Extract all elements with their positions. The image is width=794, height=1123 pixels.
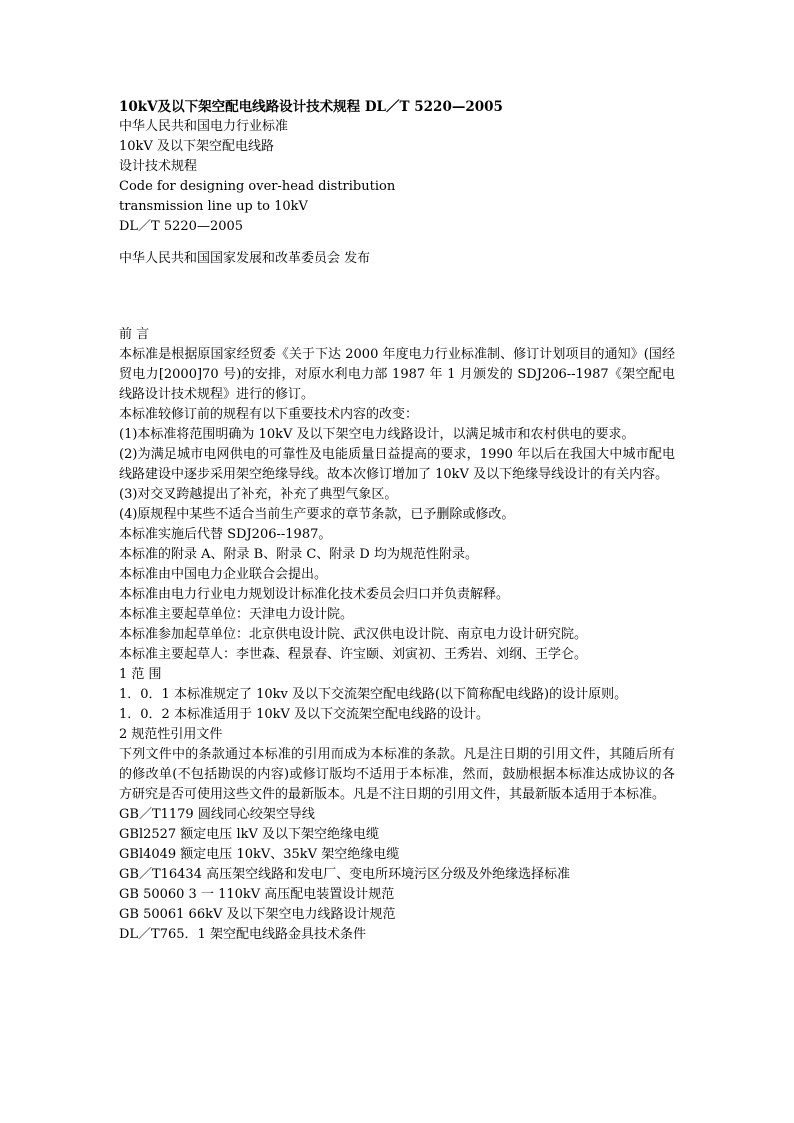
foreword-line: 本标准主要起草单位：天津电力设计院。: [119, 607, 354, 622]
foreword-line: 本标准主要起草人：李世森、程景春、许宝颐、刘寅初、王秀岩、刘纲、王学仑。: [119, 647, 588, 662]
reference-item: GB 50060 3 一 110kV 高压配电装置设计规范: [119, 887, 395, 902]
foreword-line: 本标准参加起草单位：北京供电设计院、武汉供电设计院、南京电力设计研究院。: [119, 627, 588, 642]
reference-item: DL／T765．1 架空配电线路金具技术条件: [119, 927, 366, 942]
header-line-english: transmission line up to 10kV: [119, 199, 308, 214]
foreword-paragraph: 本标准是根据原国家经贸委《关于下达 2000 年度电力行业标准制、修订计划项目的通知》(国经贸电力[2000]70 号)的安排，对原水利电力部 1987 年 1 月颁发的 SDJ206--1987《架空配电线路设计技术规程》进行的修订。: [119, 347, 675, 402]
document-page: [119, 97, 679, 945]
publisher: 中华人民共和国国家发展和改革委员会 发布: [119, 251, 371, 266]
foreword-paragraph: 本标准较修订前的规程有以下重要技术内容的改变：: [119, 407, 419, 422]
clause: 1．0．2 本标准适用于 10kV 及以下交流架空配电线路的设计。: [119, 707, 490, 722]
reference-item: GBl4049 额定电压 10kV、35kV 架空绝缘电缆: [119, 847, 400, 862]
foreword-line: 本标准由中国电力企业联合会提出。: [119, 567, 328, 582]
reference-item: GB／T1179 圆线同心绞架空导线: [119, 807, 315, 822]
document-title: 10kV及以下架空配电线路设计技术规程 DL／T 5220—2005: [119, 99, 503, 115]
foreword-title: 前 言: [119, 327, 150, 342]
section-paragraph: 下列文件中的条款通过本标准的引用而成为本标准的条款。凡是注日期的引用文件，其随后所有的修改单(不包括勘误的内容)或修订版均不适用于本标准，然而，鼓励根据本标准达成协议的各方研究是否可使用这些文件的最新版本。凡是不注日期的引用文件，其最新版本适用于本标准。: [119, 747, 675, 802]
change-item: (2)为满足城市电网供电的可靠性及电能质量日益提高的要求，1990 年以后在我国大中城市配电线路建设中逐步采用架空绝缘导线。故本次修订增加了 10kV 及以下绝缘导线设计的有关内容。: [119, 447, 675, 482]
clause: 1．0．1 本标准规定了 10kv 及以下交流架空配电线路(以下简称配电线路)的设计原则。: [119, 687, 628, 702]
foreword-line: 本标准的附录 A、附录 B、附录 C、附录 D 均为规范性附录。: [119, 547, 478, 562]
foreword-line: 本标准实施后代替 SDJ206--1987。: [119, 527, 332, 542]
change-item: (3)对交叉跨越提出了补充，补充了典型气象区。: [119, 487, 398, 502]
header-line: 中华人民共和国电力行业标准: [119, 119, 289, 134]
header-line-english: Code for designing over-head distribution: [119, 179, 396, 194]
foreword-line: 本标准由电力行业电力规划设计标准化技术委员会归口并负责解释。: [119, 587, 510, 602]
standard-number: DL／T 5220—2005: [119, 219, 244, 234]
header-line: 10kV 及以下架空配电线路: [119, 139, 274, 154]
section-title: 1 范 围: [119, 667, 162, 682]
change-item: (1)本标准将范围明确为 10kV 及以下架空电力线路设计，以满足城市和农村供电的要求。: [119, 427, 635, 442]
section-title: 2 规范性引用文件: [119, 727, 223, 742]
header-line: 设计技术规程: [119, 159, 198, 174]
reference-item: GB／T16434 高压架空线路和发电厂、变电所环境污区分级及外绝缘选择标准: [119, 867, 571, 882]
change-item: (4)原规程中某些不适合当前生产要求的章节条款，已予删除或修改。: [119, 507, 515, 522]
reference-item: GB 50061 66kV 及以下架空电力线路设计规范: [119, 907, 396, 922]
reference-item: GBl2527 额定电压 lkV 及以下架空绝缘电缆: [119, 827, 380, 842]
